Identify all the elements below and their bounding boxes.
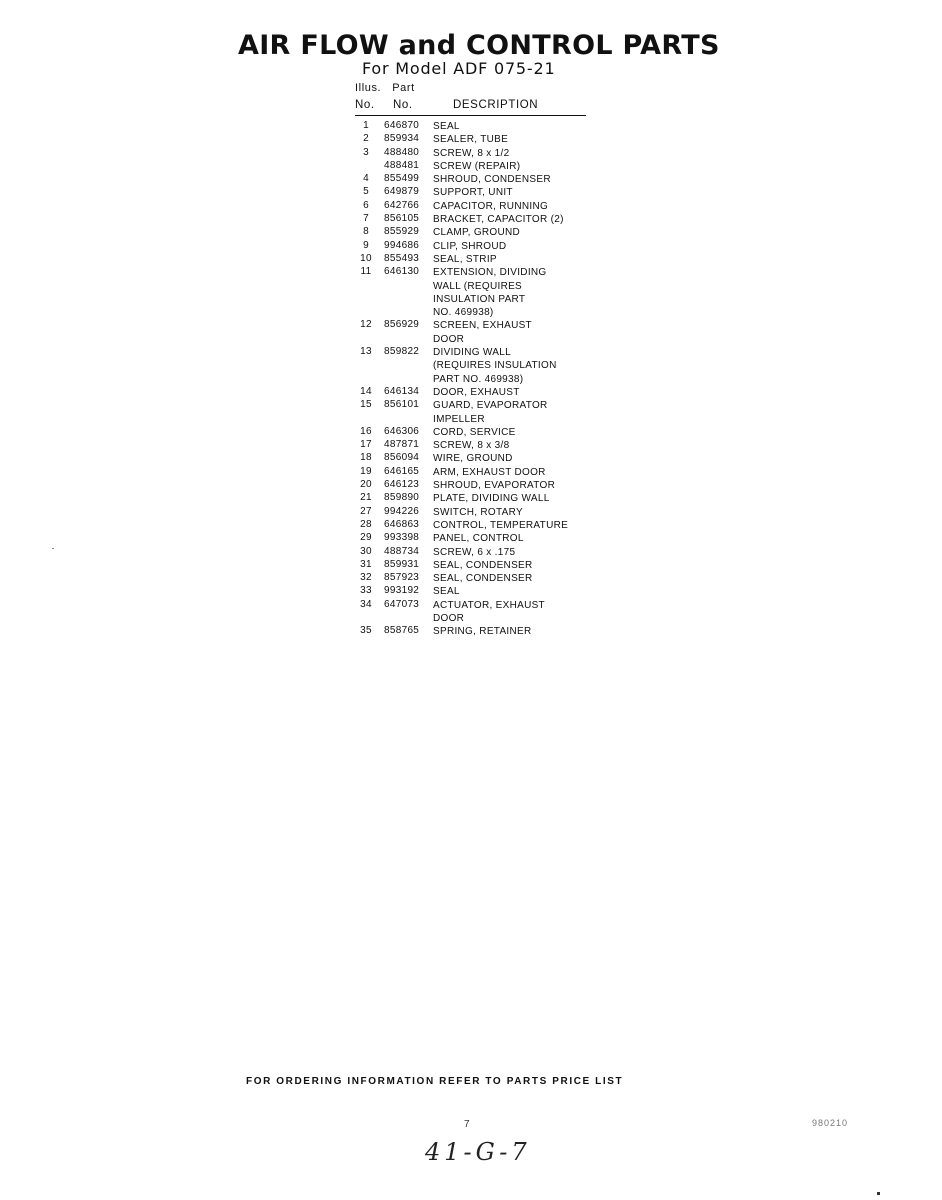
illus-number: 6 [363, 199, 369, 211]
part-description: SHROUD, CONDENSER [433, 174, 551, 186]
page-number: 7 [464, 1119, 470, 1130]
part-description: SCREW, 8 x 1/2 [433, 147, 510, 159]
part-number: 646130 [384, 266, 420, 278]
illus-number: 8 [363, 226, 369, 238]
part-header: Part [392, 82, 415, 94]
part-description: BRACKET, CAPACITOR (2) [433, 214, 564, 226]
illus-number: 4 [363, 173, 369, 185]
part-description: GUARD, EVAPORATOR IMPELLER [433, 400, 548, 425]
part-number: 859931 [384, 558, 420, 570]
illus-number: 35 [360, 625, 372, 637]
table-row [355, 452, 595, 465]
header-rule [355, 115, 586, 116]
part-description: EXTENSION, DIVIDING WALL (REQUIRES INSULATION PART NO. 469938) [433, 267, 547, 319]
illus-number: 28 [360, 518, 372, 530]
table-row [355, 492, 595, 505]
table-row [355, 426, 595, 439]
table-row [355, 519, 595, 532]
table-row [355, 346, 595, 386]
part-description: ARM, EXHAUST DOOR [433, 466, 546, 478]
illus-number: 30 [360, 545, 372, 557]
illus-number: 29 [360, 532, 372, 544]
part-number: 649879 [384, 186, 420, 198]
illus-number: 7 [363, 213, 369, 225]
part-number: 859890 [384, 492, 420, 504]
part-number: 856929 [384, 319, 420, 331]
part-number: 646870 [384, 120, 420, 131]
part-number: 993398 [384, 532, 420, 544]
illus-number: 31 [360, 558, 372, 570]
part-description: CORD, SERVICE [433, 426, 516, 438]
part-description: WIRE, GROUND [433, 453, 513, 465]
ordering-footer: FOR ORDERING INFORMATION REFER TO PARTS PRICE LIST [246, 1076, 624, 1087]
part-number: 646863 [384, 518, 420, 530]
scan-speck [877, 1192, 880, 1195]
part-description: DIVIDING WALL (REQUIRES INSULATION PART NO. 469938) [433, 347, 557, 385]
part-description: SEAL [433, 586, 460, 598]
part-number: 642766 [384, 199, 420, 211]
part-description: SHROUD, EVAPORATOR [433, 480, 556, 492]
part-no-header: No. [393, 99, 413, 111]
table-row [355, 147, 595, 160]
part-description: CLIP, SHROUD [433, 240, 507, 252]
part-number: 646165 [384, 465, 420, 477]
illus-number: 3 [363, 146, 369, 158]
table-row [355, 399, 595, 426]
part-number: 646306 [384, 425, 420, 437]
table-row [355, 479, 595, 492]
table-row [355, 386, 595, 399]
table-row [355, 625, 595, 638]
table-header-top [355, 82, 415, 94]
part-number: 488734 [384, 545, 420, 557]
table-row [355, 160, 595, 173]
table-row [355, 599, 595, 626]
part-description: PLATE, DIVIDING WALL [433, 493, 550, 505]
part-number: 994226 [384, 505, 420, 517]
part-description: SCREW, 8 x 3/8 [433, 440, 510, 452]
illus-number: 34 [360, 598, 372, 610]
illus-number: 15 [360, 399, 372, 411]
table-row [355, 439, 595, 452]
table-row [355, 213, 595, 226]
table-row [355, 226, 595, 239]
part-number: 859934 [384, 133, 420, 145]
part-description: SCREW, 6 x .175 [433, 546, 516, 558]
table-row [355, 572, 595, 585]
table-row [355, 120, 595, 133]
illus-no-header: No. [355, 99, 375, 111]
table-row [355, 133, 595, 146]
part-number: 647073 [384, 598, 420, 610]
illus-number: 18 [360, 452, 372, 464]
part-description: SEAL [433, 121, 460, 132]
illus-number: 32 [360, 572, 372, 584]
part-description: SCREW (REPAIR) [433, 160, 521, 172]
part-number: 646123 [384, 479, 420, 491]
illus-number: 14 [360, 385, 372, 397]
part-number: 856101 [384, 399, 420, 411]
scan-speck [52, 548, 54, 549]
part-description: SPRING, RETAINER [433, 626, 532, 638]
table-row [355, 559, 595, 572]
part-description: SCREEN, EXHAUST DOOR [433, 320, 532, 345]
illus-number: 16 [360, 425, 372, 437]
illus-number: 20 [360, 479, 372, 491]
document-code: 980210 [812, 1118, 849, 1128]
part-description: SUPPORT, UNIT [433, 187, 513, 199]
part-number: 488481 [384, 159, 420, 171]
part-number: 993192 [384, 585, 420, 597]
table-row [355, 186, 595, 199]
table-row [355, 200, 595, 213]
table-row [355, 546, 595, 559]
table-row [355, 532, 595, 545]
part-number: 994686 [384, 239, 420, 251]
table-row [355, 173, 595, 186]
page-title: AIR FLOW and CONTROL PARTS [238, 30, 720, 61]
part-number: 488480 [384, 146, 420, 158]
illus-number: 2 [363, 133, 369, 145]
table-row [355, 266, 595, 319]
model-subtitle: For Model ADF 075-21 [362, 59, 556, 78]
part-number: 646134 [384, 385, 420, 397]
table-row [355, 240, 595, 253]
illus-number: 17 [360, 439, 372, 451]
part-number: 859822 [384, 346, 420, 358]
illus-number: 11 [360, 266, 372, 278]
part-description: CONTROL, TEMPERATURE [433, 519, 569, 531]
description-header: DESCRIPTION [453, 99, 539, 111]
part-description: SEAL, CONDENSER [433, 559, 533, 571]
illus-number: 12 [360, 319, 372, 331]
part-number: 856105 [384, 213, 420, 225]
table-row [355, 585, 595, 598]
illus-number: 1 [363, 120, 369, 131]
part-number: 487871 [384, 439, 420, 451]
illus-header: Illus. [355, 82, 382, 94]
part-description: SWITCH, ROTARY [433, 506, 523, 518]
part-description: SEALER, TUBE [433, 134, 509, 146]
parts-list [355, 120, 595, 639]
part-number: 858765 [384, 625, 420, 637]
part-description: PANEL, CONTROL [433, 533, 524, 545]
illus-number: 5 [363, 186, 369, 198]
part-number: 857923 [384, 572, 420, 584]
part-description: SEAL, STRIP [433, 253, 497, 265]
part-description: ACTUATOR, EXHAUST DOOR [433, 599, 545, 624]
part-number: 855929 [384, 226, 420, 238]
part-number: 855499 [384, 173, 420, 185]
illus-number: 10 [360, 252, 372, 264]
part-description: SEAL, CONDENSER [433, 573, 533, 585]
handwritten-note: 41-G-7 [425, 1138, 531, 1166]
part-description: DOOR, EXHAUST [433, 386, 520, 398]
part-number: 855493 [384, 252, 420, 264]
illus-number: 13 [360, 346, 372, 358]
illus-number: 21 [360, 492, 372, 504]
illus-number: 19 [360, 465, 372, 477]
illus-number: 27 [360, 505, 372, 517]
part-number: 856094 [384, 452, 420, 464]
part-description: CAPACITOR, RUNNING [433, 200, 549, 212]
illus-number: 33 [360, 585, 372, 597]
illus-number: 9 [363, 239, 369, 251]
table-row [355, 466, 595, 479]
table-row [355, 319, 595, 346]
table-row [355, 253, 595, 266]
table-row [355, 506, 595, 519]
part-description: CLAMP, GROUND [433, 227, 521, 239]
